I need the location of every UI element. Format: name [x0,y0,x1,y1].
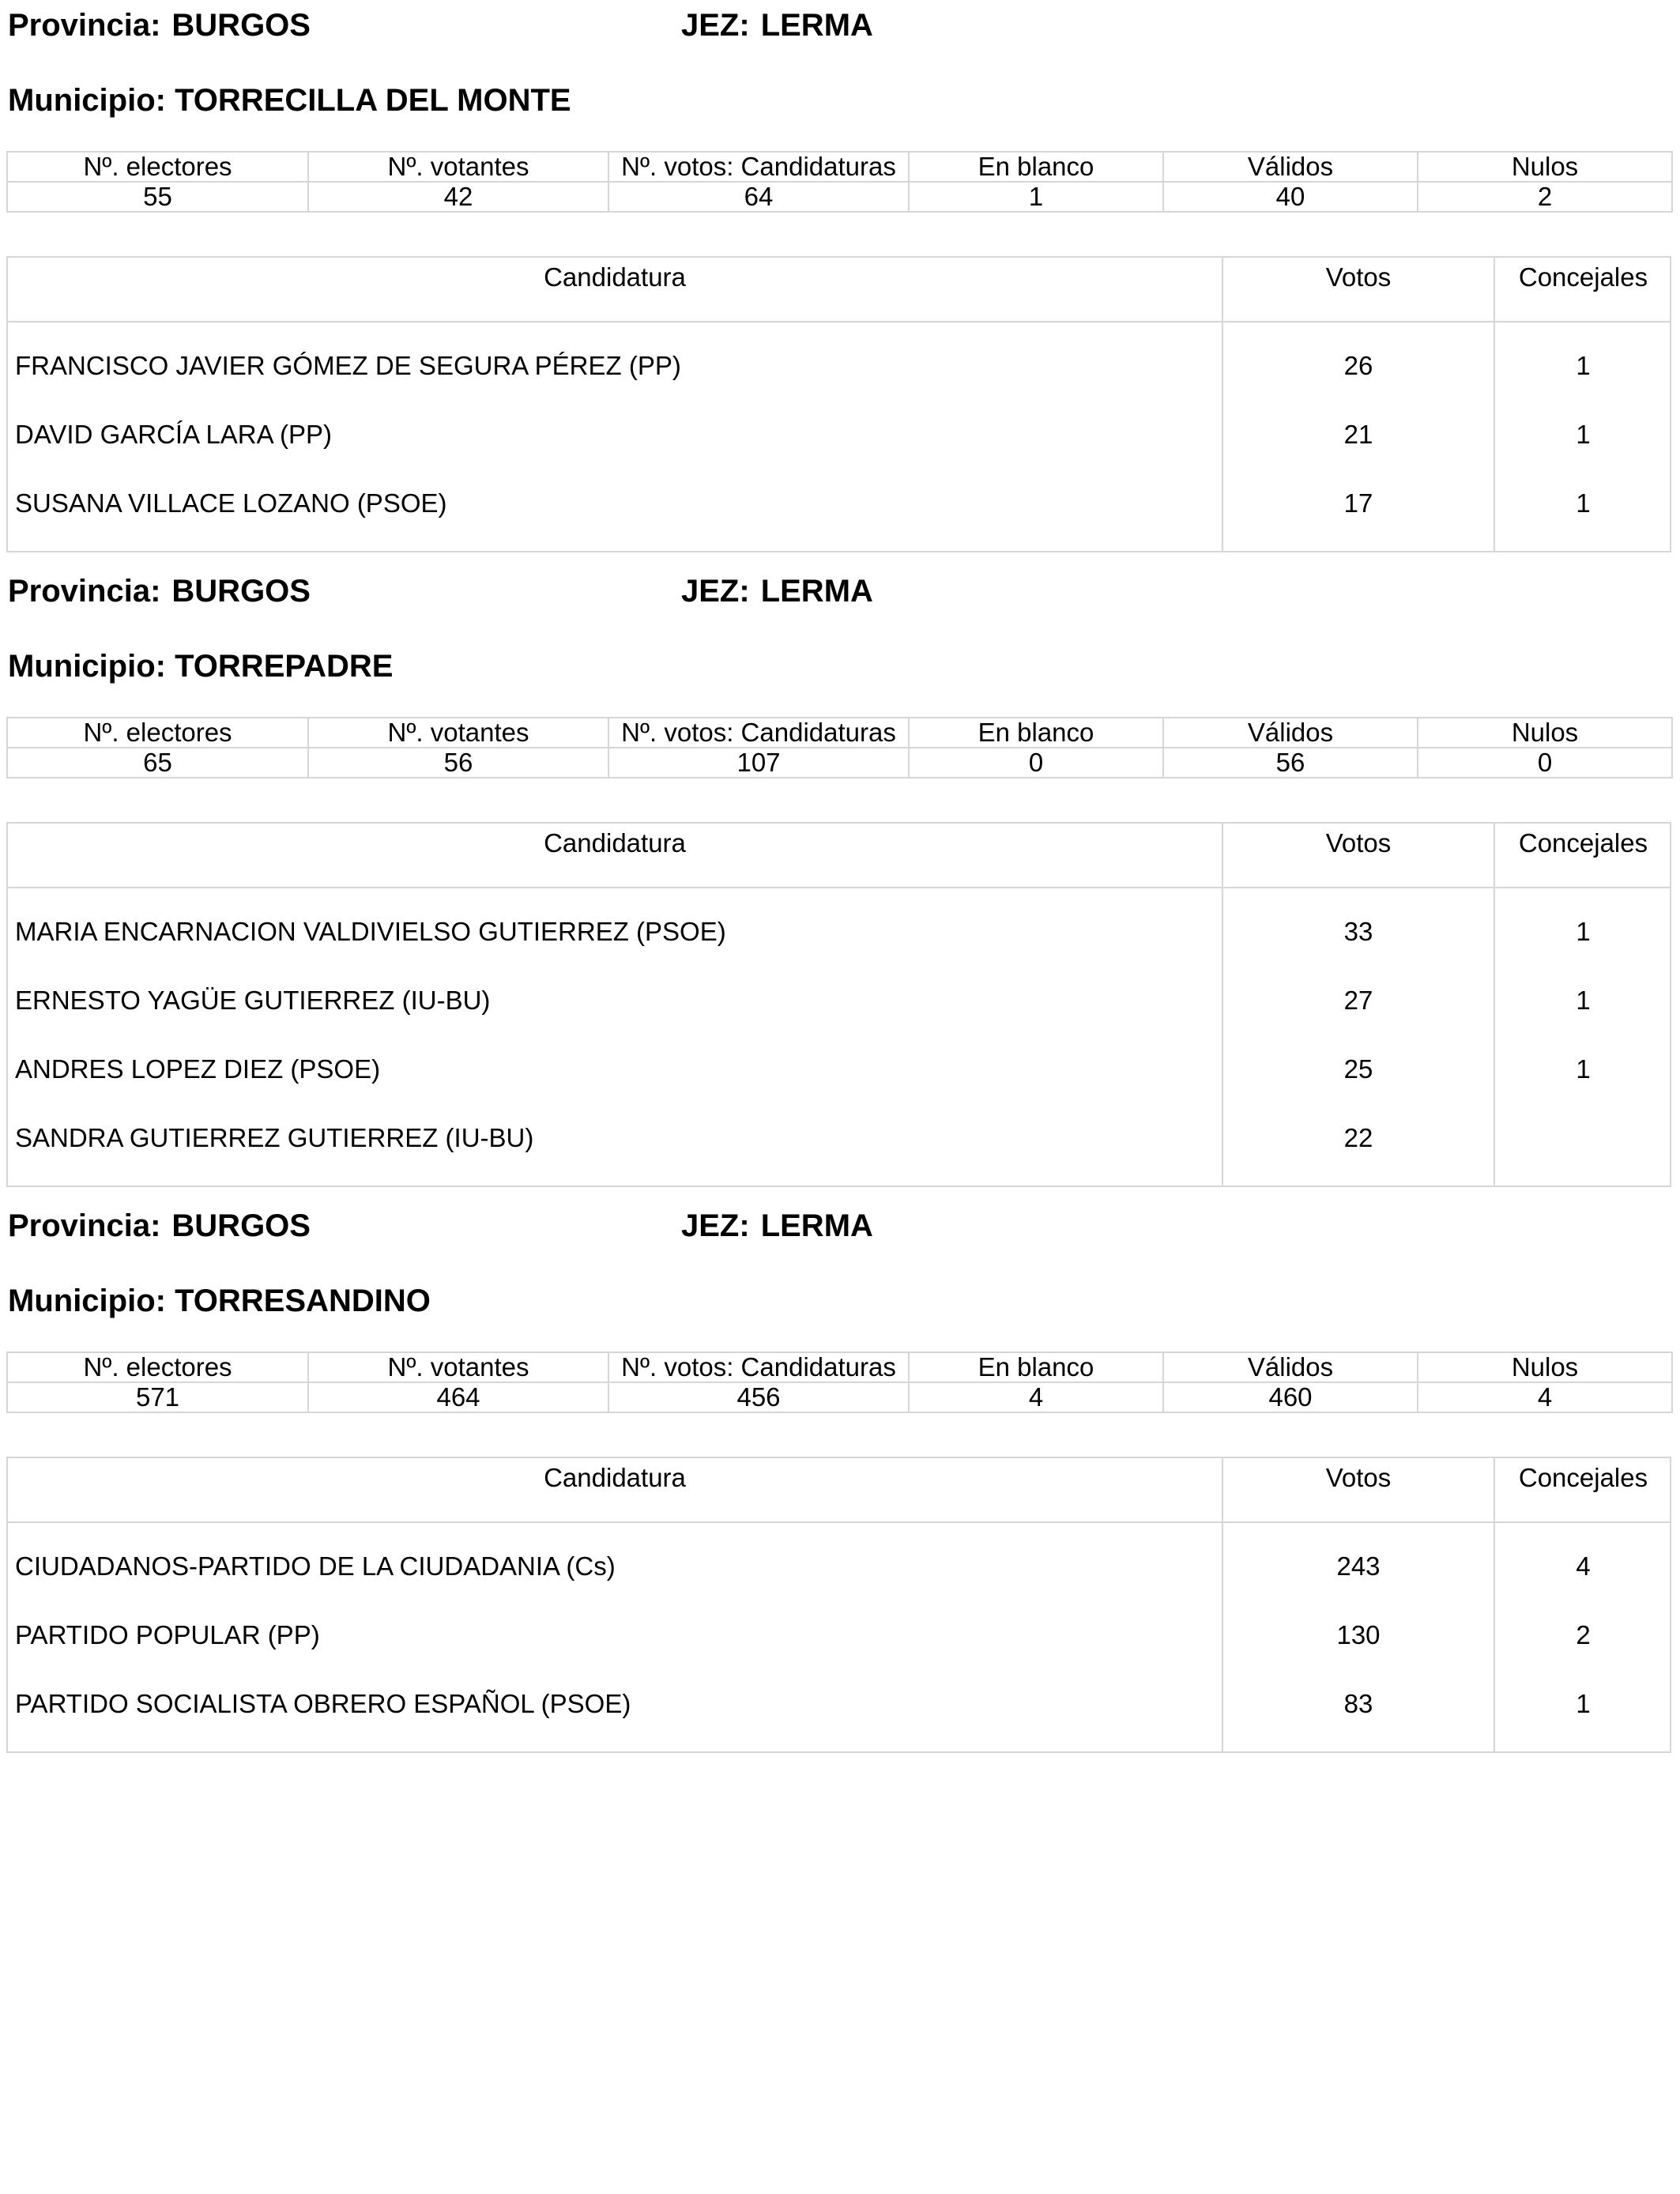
candidate-votes: 17 [1343,488,1373,518]
municipio-line [8,643,393,690]
candidate-name: FRANCISCO JAVIER GÓMEZ DE SEGURA PÉREZ (PP) [15,351,681,380]
summary-value: 64 [608,182,909,212]
concejales-header: Concejales [1518,1463,1648,1492]
candidate-name: DAVID GARCÍA LARA (PP) [15,420,332,449]
summary-header: Nulos [1418,1352,1672,1382]
summary-header: Válidos [1163,1352,1418,1382]
summary-header: Nº. votos: Candidaturas [608,152,909,182]
summary-header: Nulos [1418,718,1672,748]
jez-label: JEZ: [681,8,750,43]
candidate-votes: 83 [1343,1689,1373,1718]
candidate-concejales: 1 [1576,488,1591,518]
candidate-name: CIUDADANOS-PARTIDO DE LA CIUDADANIA (Cs) [15,1551,616,1581]
candidate-name: MARIA ENCARNACION VALDIVIELSO GUTIERREZ (PSOE) [15,917,726,946]
table-row [8,1540,1670,1609]
candidate-concejales: 1 [1576,351,1591,380]
provincia-value: BURGOS [171,1208,311,1243]
candidatura-table [6,1457,1671,1753]
candidate-name: PARTIDO POPULAR (PP) [15,1620,320,1649]
summary-value-row [7,748,1672,778]
provincia-label: Provincia: [8,574,161,609]
summary-header-row [7,152,1672,182]
candidate-name: ANDRES LOPEZ DIEZ (PSOE) [15,1054,381,1084]
candidate-concejales: 1 [1576,986,1591,1015]
summary-value: 65 [7,748,308,778]
candidatura-table [6,822,1671,1187]
candidate-votes: 33 [1343,917,1373,946]
votos-header: Votos [1325,1463,1392,1492]
summary-header-row [7,1352,1672,1382]
municipio-label: Municipio: [8,83,166,118]
candidate-votes: 27 [1343,986,1373,1015]
municipio-label: Municipio: [8,649,166,684]
summary-value: 4 [909,1382,1163,1412]
votos-header: Votos [1325,262,1392,292]
municipio-line [8,1277,431,1325]
candidatura-header: Candidatura [544,262,686,292]
municipio-line [8,77,571,124]
candidate-concejales: 1 [1576,1689,1591,1718]
candidatura-header-row [8,1458,1670,1523]
summary-header: Válidos [1163,152,1418,182]
summary-value: 42 [308,182,608,212]
candidate-name: PARTIDO SOCIALISTA OBRERO ESPAÑOL (PSOE) [15,1689,631,1718]
summary-value: 456 [608,1382,909,1412]
summary-header: Nº. votos: Candidaturas [608,1352,909,1382]
concejales-header: Concejales [1518,262,1648,292]
candidate-concejales: 4 [1576,1551,1591,1581]
province-line [8,1202,873,1250]
summary-header: Nº. votantes [308,1352,608,1382]
table-row [8,409,1670,477]
candidate-concejales: 1 [1576,917,1591,946]
jez-label: JEZ: [681,574,750,609]
summary-value: 56 [1163,748,1418,778]
candidate-votes: 130 [1336,1620,1381,1649]
summary-value: 464 [308,1382,608,1412]
candidatura-header: Candidatura [544,1463,686,1492]
summary-header: Válidos [1163,718,1418,748]
summary-value: 571 [7,1382,308,1412]
jez-value: LERMA [760,574,873,609]
summary-table [6,717,1673,778]
table-row [8,1609,1670,1678]
candidatura-header-row [8,824,1670,888]
candidatura-header: Candidatura [544,828,686,858]
summary-header: Nulos [1418,152,1672,182]
summary-header: En blanco [909,718,1163,748]
jez-value: LERMA [760,8,873,43]
jez-label: JEZ: [681,1208,750,1243]
candidate-name: SANDRA GUTIERREZ GUTIERREZ (IU-BU) [15,1123,534,1152]
table-row [8,477,1670,546]
candidate-votes: 25 [1343,1054,1373,1084]
summary-header: Nº. votantes [308,718,608,748]
candidate-name: ERNESTO YAGÜE GUTIERREZ (IU-BU) [15,986,491,1015]
votos-header: Votos [1325,828,1392,858]
province-line [8,2,873,49]
candidate-concejales: 2 [1576,1620,1591,1649]
summary-table [6,151,1673,213]
summary-header: Nº. electores [7,1352,308,1382]
summary-header: En blanco [909,1352,1163,1382]
summary-value: 4 [1418,1382,1672,1412]
municipio-value: TORREPADRE [175,649,394,684]
summary-header: Nº. electores [7,152,308,182]
candidate-concejales: 1 [1576,1054,1591,1084]
summary-value: 40 [1163,182,1418,212]
candidate-name: SUSANA VILLACE LOZANO (PSOE) [15,488,447,518]
table-row [8,1043,1670,1112]
municipio-label: Municipio: [8,1284,166,1318]
table-row [8,974,1670,1043]
candidate-votes: 243 [1336,1551,1381,1581]
provincia-value: BURGOS [171,8,311,43]
table-row [8,340,1670,409]
candidatura-table [6,256,1671,552]
summary-value-row [7,1382,1672,1412]
table-row [8,1112,1670,1181]
summary-value: 2 [1418,182,1672,212]
municipio-value: TORRESANDINO [175,1284,431,1318]
summary-value: 460 [1163,1382,1418,1412]
provincia-label: Provincia: [8,8,161,43]
summary-value: 1 [909,182,1163,212]
summary-value: 0 [909,748,1163,778]
table-row [8,1678,1670,1747]
summary-value: 107 [608,748,909,778]
summary-table [6,1351,1673,1413]
summary-value: 55 [7,182,308,212]
summary-header: Nº. votantes [308,152,608,182]
jez-value: LERMA [760,1208,873,1243]
table-row [8,906,1670,974]
candidatura-header-row [8,258,1670,322]
summary-value: 56 [308,748,608,778]
summary-value: 0 [1418,748,1672,778]
province-line [8,567,873,615]
summary-value-row [7,182,1672,212]
summary-header-row [7,718,1672,748]
candidate-concejales: 1 [1576,420,1591,449]
provincia-label: Provincia: [8,1208,161,1243]
candidate-votes: 26 [1343,351,1373,380]
concejales-header: Concejales [1518,828,1648,858]
municipio-value: TORRECILLA DEL MONTE [175,83,571,118]
candidate-votes: 22 [1343,1123,1373,1152]
summary-header: Nº. electores [7,718,308,748]
candidate-votes: 21 [1343,420,1373,449]
provincia-value: BURGOS [171,574,311,609]
summary-header: En blanco [909,152,1163,182]
summary-header: Nº. votos: Candidaturas [608,718,909,748]
